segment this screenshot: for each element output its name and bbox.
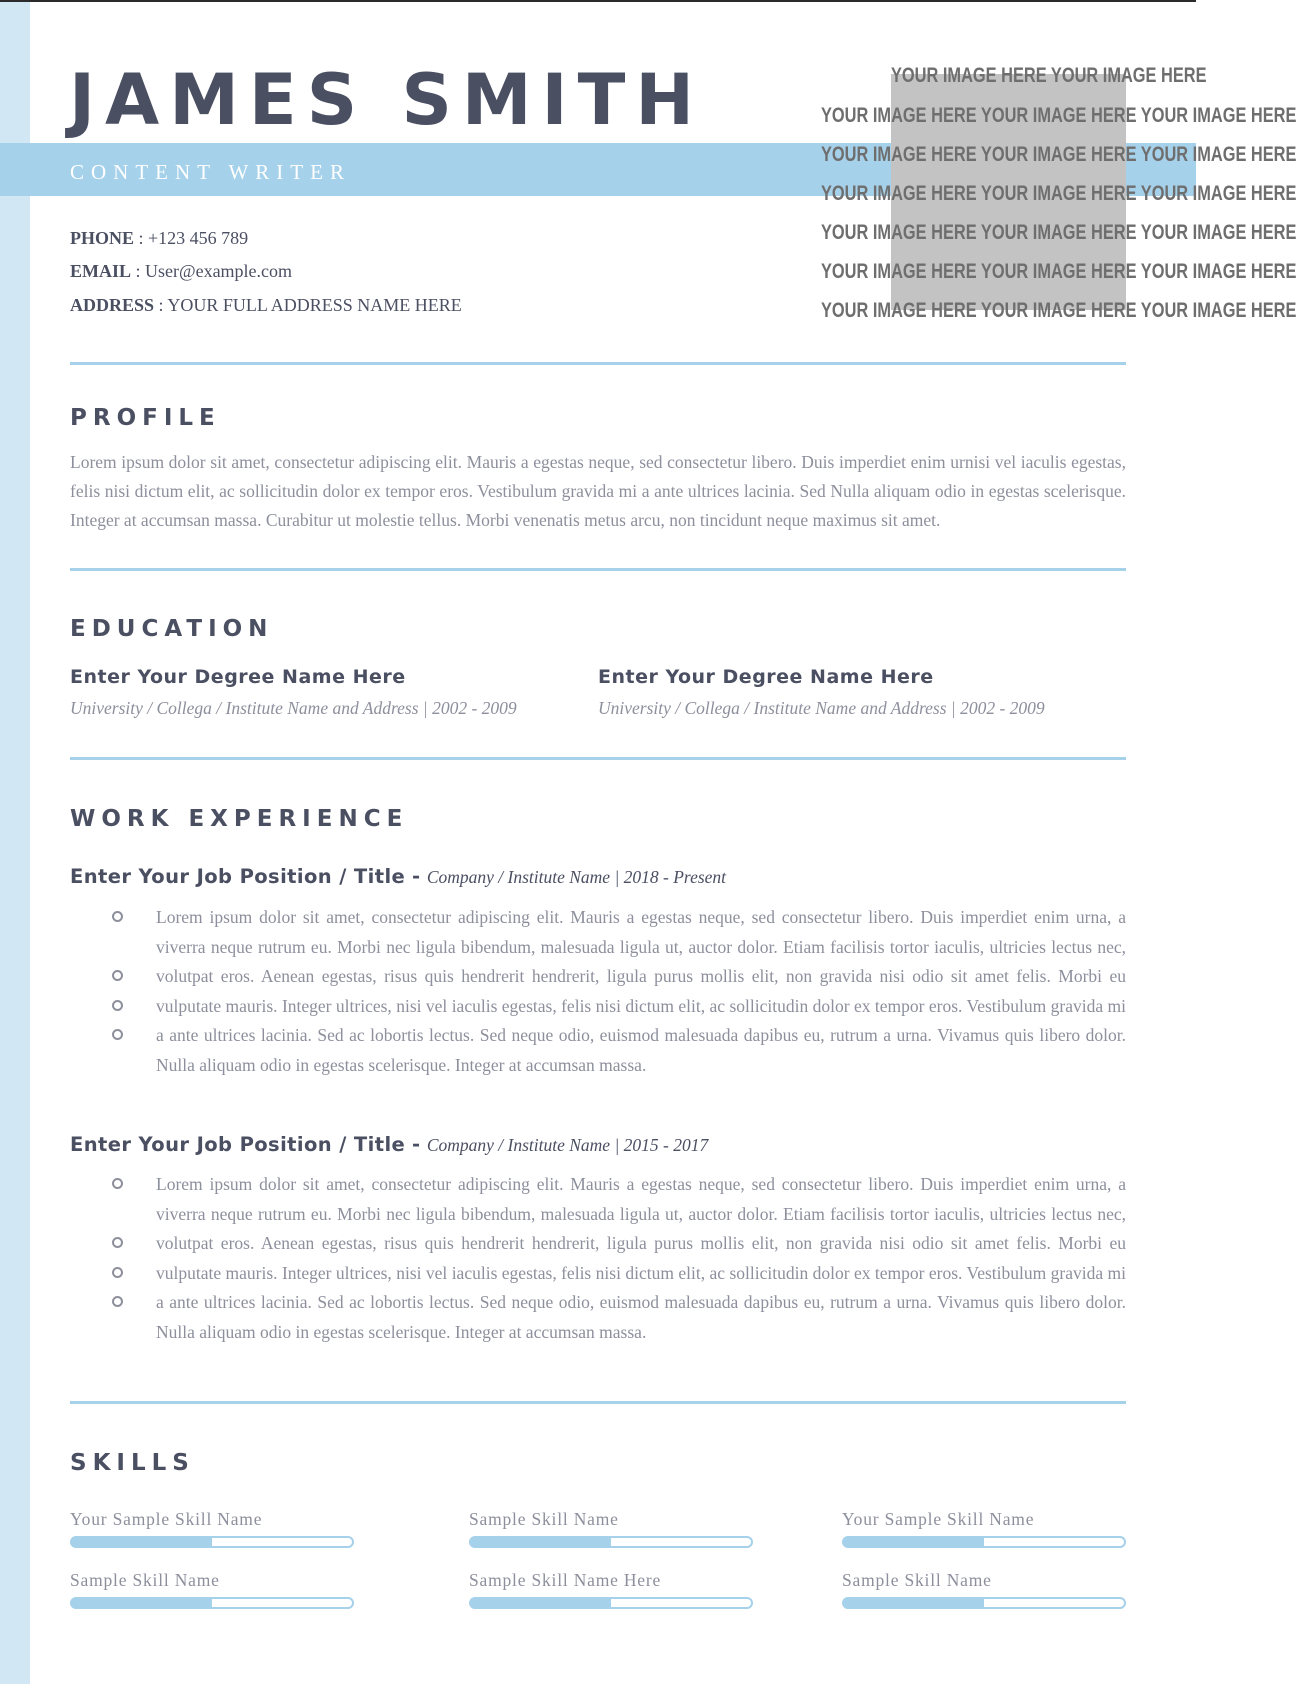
skill-bar-fill	[471, 1538, 611, 1546]
photo-placeholder-text: YOUR IMAGE HERE YOUR IMAGE HERE YOUR IMAGE HERE	[821, 104, 1296, 127]
skill-bar-fill	[72, 1538, 212, 1546]
email-label: EMAIL	[70, 261, 132, 281]
photo-placeholder-text: YOUR IMAGE HERE YOUR IMAGE HERE YOUR IMAGE HERE	[821, 299, 1296, 322]
job-separator: -	[405, 865, 427, 888]
email-value: : User@example.com	[131, 261, 293, 281]
section-divider	[70, 757, 1126, 760]
job-description: Lorem ipsum dolor sit amet, consectetur adipiscing elit. Mauris a egestas neque, sed consectetur libero. Duis imperdiet enim urna, a viverra neque rutrum eu. Morbi nec ligula bibendum, malesuada ligula ut, auctor dolor. Etiam facilisis tortor iaculis, ultricies lectus nec, volutpat eros. Aenean egestas, risus quis hendrerit hendrerit, ligula purus mollis elit, non gravida nisi odio sit amet felis. Morbi eu vulputate mauris. Integer ultrices, nisi vel iaculis egestas, felis nisi dictum elit, ac sollicitudin dolor ex tempor eros. Vestibulum gravida mi a ante ultrices lacinia. Sed ac lobortis lectus. Sed neque odio, euismod malesuada dapibus eu, rutrum a urna. Vivamus quis libero dolor. Nulla aliquam odio in egestas scelerisque. Integer at accumsan massa.	[156, 907, 1126, 1075]
skill-label: Sample Skill Name	[842, 1570, 992, 1590]
address-label: ADDRESS	[70, 295, 155, 315]
job-header	[70, 864, 726, 892]
skill-bar	[70, 1536, 354, 1548]
photo-placeholder-text: YOUR IMAGE HERE YOUR IMAGE HERE	[891, 64, 1207, 87]
bullet-circle-icon	[112, 1029, 123, 1040]
job-company: Company / Institute Name | 2018 - Present	[426, 867, 727, 887]
skill-bar	[469, 1536, 753, 1548]
top-border	[0, 0, 1196, 2]
job-role: CONTENT WRITER	[70, 160, 351, 184]
contact-phone	[70, 227, 248, 249]
address-value: : YOUR FULL ADDRESS NAME HERE	[154, 295, 462, 315]
left-accent-strip	[0, 2, 30, 1684]
bullet-circle-icon	[112, 1296, 123, 1307]
skill-label: Sample Skill Name Here	[469, 1570, 662, 1590]
skill-bar	[842, 1597, 1126, 1609]
skill-bar-fill	[844, 1599, 984, 1607]
skill-bar-fill	[471, 1599, 611, 1607]
skill-label: Your Sample Skill Name	[70, 1509, 263, 1529]
contact-email	[70, 260, 292, 282]
skill-bar	[469, 1597, 753, 1609]
section-divider	[70, 1401, 1126, 1404]
phone-value: : +123 456 789	[134, 228, 249, 248]
job-separator: -	[405, 1133, 427, 1156]
contact-address	[70, 294, 462, 316]
education-degree: Enter Your Degree Name Here	[598, 666, 934, 688]
education-heading: EDUCATION	[70, 616, 274, 642]
work-experience-heading: WORK EXPERIENCE	[70, 806, 409, 832]
job-title: Enter Your Job Position / Title	[70, 865, 406, 888]
skill-label: Your Sample Skill Name	[842, 1509, 1035, 1529]
job-header	[70, 1132, 708, 1160]
bullet-circle-icon	[112, 970, 123, 981]
photo-placeholder-text: YOUR IMAGE HERE YOUR IMAGE HERE YOUR IMAGE HERE	[821, 260, 1296, 283]
education-institution: University / Collega / Institute Name and Address | 2002 - 2009	[598, 698, 1045, 718]
profile-heading: PROFILE	[70, 405, 221, 431]
skill-bar-fill	[844, 1538, 984, 1546]
skills-heading: SKILLS	[70, 1450, 195, 1476]
phone-label: PHONE	[70, 228, 135, 248]
skill-bar-fill	[72, 1599, 212, 1607]
bullet-circle-icon	[112, 911, 123, 922]
skill-label: Sample Skill Name	[469, 1509, 619, 1529]
skill-label: Sample Skill Name	[70, 1570, 220, 1590]
section-divider	[70, 362, 1126, 365]
skill-bar	[842, 1536, 1126, 1548]
photo-placeholder-text: YOUR IMAGE HERE YOUR IMAGE HERE YOUR IMAGE HERE	[821, 143, 1296, 166]
photo-placeholder[interactable]	[821, 64, 1296, 322]
bullet-circle-icon	[112, 1237, 123, 1248]
skill-bar	[70, 1597, 354, 1609]
bullet-circle-icon	[112, 1178, 123, 1189]
bullet-circle-icon	[112, 1000, 123, 1011]
education-institution: University / Collega / Institute Name and Address | 2002 - 2009	[70, 698, 517, 718]
profile-text: Lorem ipsum dolor sit amet, consectetur adipiscing elit. Mauris a egestas neque, sed consectetur libero. Duis imperdiet enim urnisi vel iaculis egestas, felis nisi dictum elit, ac sollicitudin dolor ex tempor eros. Vestibulum gravida mi a ante ultrices lacinia. Sed Nulla aliquam odio in egestas scelerisque. Integer at accumsan massa. Curabitur ut molestie tellus. Morbi venenatis metus arcu, non tincidunt neque maximus sit amet.	[70, 452, 1126, 530]
job-title: Enter Your Job Position / Title	[70, 1133, 406, 1156]
section-divider	[70, 568, 1126, 571]
photo-placeholder-text: YOUR IMAGE HERE YOUR IMAGE HERE YOUR IMAGE HERE	[821, 182, 1296, 205]
education-degree: Enter Your Degree Name Here	[70, 666, 406, 688]
job-company: Company / Institute Name | 2015 - 2017	[426, 1135, 709, 1155]
photo-placeholder-text: YOUR IMAGE HERE YOUR IMAGE HERE YOUR IMAGE HERE	[821, 221, 1296, 244]
person-name: JAMES SMITH	[69, 59, 704, 141]
job-description: Lorem ipsum dolor sit amet, consectetur adipiscing elit. Mauris a egestas neque, sed consectetur libero. Duis imperdiet enim urna, a viverra neque rutrum eu. Morbi nec ligula bibendum, malesuada ligula ut, auctor dolor. Etiam facilisis tortor iaculis, ultricies lectus nec, volutpat eros. Aenean egestas, risus quis hendrerit hendrerit, ligula purus mollis elit, non gravida nisi odio sit amet felis. Morbi eu vulputate mauris. Integer ultrices, nisi vel iaculis egestas, felis nisi dictum elit, ac sollicitudin dolor ex tempor eros. Vestibulum gravida mi a ante ultrices lacinia. Sed ac lobortis lectus. Sed neque odio, euismod malesuada dapibus eu, rutrum a urna. Vivamus quis libero dolor. Nulla aliquam odio in egestas scelerisque. Integer at accumsan massa.	[156, 1174, 1126, 1342]
bullet-circle-icon	[112, 1267, 123, 1278]
